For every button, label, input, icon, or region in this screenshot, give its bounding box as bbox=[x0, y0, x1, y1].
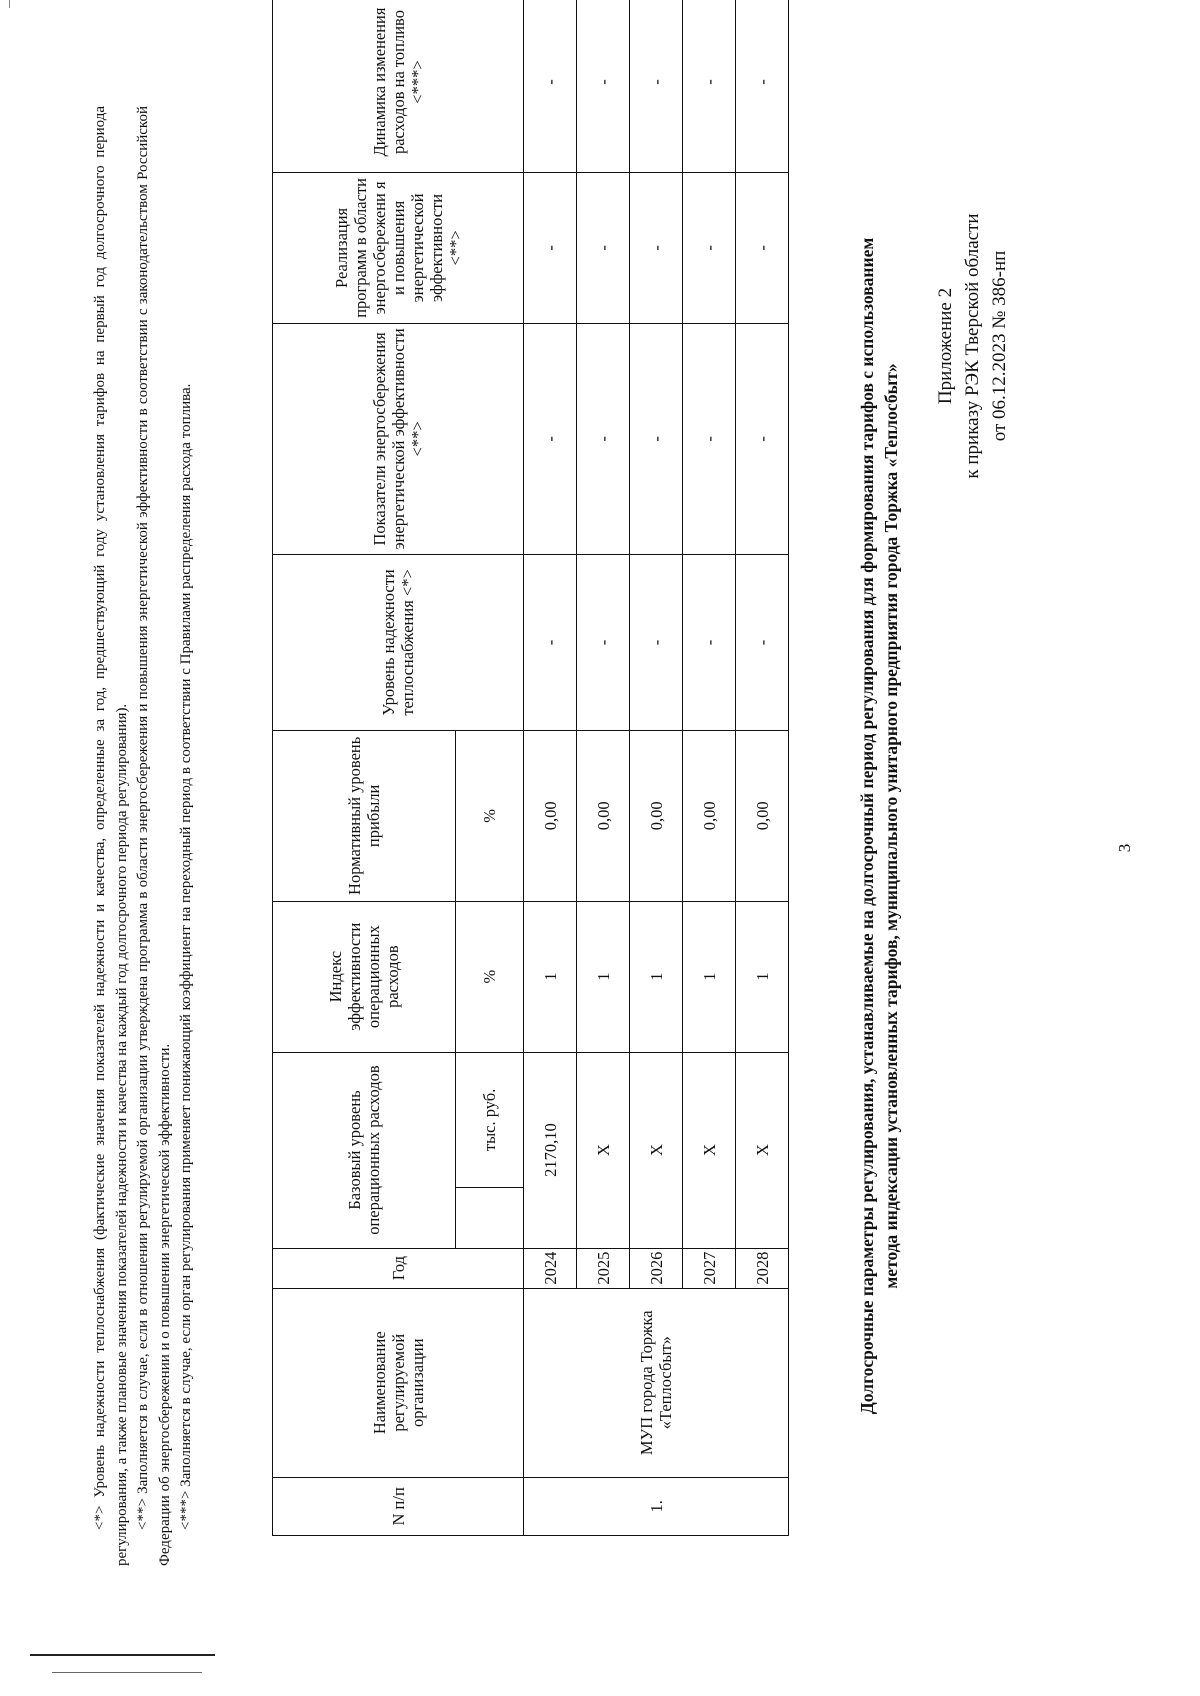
appendix-line: от 06.12.2023 № 386-нп bbox=[989, 250, 1010, 442]
page-number: 3 bbox=[1115, 843, 1134, 853]
header-org: Наименование регулируемой организации bbox=[273, 1288, 524, 1477]
cell-efficiency-index: 1 bbox=[577, 901, 630, 1052]
unit-empty-cell bbox=[456, 1188, 524, 1248]
cell-fuel-dynamics: - bbox=[524, 0, 577, 173]
cell-reliability: - bbox=[736, 554, 789, 730]
cell-profit-level: 0,00 bbox=[683, 730, 736, 901]
header-profit-level: Нормативный уровень прибыли bbox=[273, 730, 456, 901]
cell-reliability: - bbox=[577, 554, 630, 730]
row-number: 1. bbox=[524, 1477, 789, 1535]
cell-fuel-dynamics: - bbox=[630, 0, 683, 173]
cell-profit-level: 0,00 bbox=[524, 730, 577, 901]
title-line: метода индексации установленных тарифов, муниципального унитарного предприятия города Торжка «Теплосбыт» bbox=[881, 363, 901, 1289]
footnote-energy: <**> Заполняется в случае, если в отношении регулируемой организации утверждена программа в области энергосбережения и повышения энергетической эффективности в соответствии с законодательством Российской Федерации об энергосбережении и о повышении энергетической эффективности. bbox=[135, 106, 173, 1566]
cell-efficiency-index: 1 bbox=[683, 901, 736, 1052]
cell-energy-programs: - bbox=[630, 173, 683, 324]
cell-energy-programs: - bbox=[736, 173, 789, 324]
header-num: N п/п bbox=[273, 1477, 524, 1535]
cell-reliability: - bbox=[683, 554, 736, 730]
cell-energy-programs: - bbox=[524, 173, 577, 324]
cell-base-opex: Х bbox=[577, 1052, 630, 1248]
cell-year: 2024 bbox=[524, 1248, 577, 1288]
cell-profit-level: 0,00 bbox=[736, 730, 789, 901]
cell-year: 2025 bbox=[577, 1248, 630, 1288]
cell-energy-programs: - bbox=[683, 173, 736, 324]
title-line: Долгосрочные параметры регулирования, устанавливаемые на долгосрочный период регулирования для формирования тарифов с использованием bbox=[857, 237, 877, 1415]
header-year: Год bbox=[273, 1248, 524, 1288]
cell-fuel-dynamics: - bbox=[577, 0, 630, 173]
cell-profit-level: 0,00 bbox=[577, 730, 630, 901]
cell-base-opex: Х bbox=[736, 1052, 789, 1248]
table-header-row bbox=[273, 0, 456, 1536]
header-energy-indicators: Показатели энергосбережения энергетической эффективности <**> bbox=[273, 323, 524, 554]
footnote-fuel: <***> Заполняется в случае, если орган регулирования применяет понижающий коэффициент на переходный период в соответствии с Правилами распределения расхода топлива. bbox=[178, 383, 194, 1530]
cell-base-opex: 2170,10 bbox=[524, 1052, 577, 1248]
cell-energy-indicators: - bbox=[630, 323, 683, 554]
organization-name: МУП города Торжка «Теплосбыт» bbox=[524, 1288, 789, 1477]
cell-base-opex: Х bbox=[683, 1052, 736, 1248]
cell-energy-programs: - bbox=[577, 173, 630, 324]
appendix-line: к приказу РЭК Тверской области bbox=[962, 213, 983, 479]
document-title bbox=[855, 96, 903, 1556]
unit-base-opex: тыс. руб. bbox=[456, 1052, 524, 1188]
unit-profit-level: % bbox=[456, 730, 524, 901]
cell-reliability: - bbox=[630, 554, 683, 730]
footnote-reliability: <*> Уровень надежности теплоснабжения (фактические значения показателей надежности и качества, определенные за год, предшествующий году установления тарифов на первый год долгосрочного периода регулирования, а также плановые значения показателей надежности и качества на каждый год долгосрочного периода регулирования). bbox=[92, 106, 130, 1566]
cell-profit-level: 0,00 bbox=[630, 730, 683, 901]
unit-efficiency-index: % bbox=[456, 901, 524, 1052]
cell-energy-indicators: - bbox=[577, 323, 630, 554]
header-reliability: Уровень надежности теплоснабжения <*> bbox=[273, 554, 524, 730]
cell-reliability: - bbox=[524, 554, 577, 730]
footnotes bbox=[90, 106, 198, 1566]
cell-year: 2028 bbox=[736, 1248, 789, 1288]
cell-fuel-dynamics: - bbox=[736, 0, 789, 173]
cell-efficiency-index: 1 bbox=[736, 901, 789, 1052]
appendix-header bbox=[932, 156, 1013, 536]
header-efficiency-index: Индекс эффективности операционных расходов bbox=[273, 901, 456, 1052]
cell-fuel-dynamics: - bbox=[683, 0, 736, 173]
cell-year: 2026 bbox=[630, 1248, 683, 1288]
cell-base-opex: Х bbox=[630, 1052, 683, 1248]
parameters-table bbox=[272, 0, 789, 1536]
cell-energy-indicators: - bbox=[736, 323, 789, 554]
table-row bbox=[524, 0, 577, 1536]
appendix-line: Приложение 2 bbox=[935, 287, 956, 405]
header-base-opex: Базовый уровень операционных расходов bbox=[273, 1052, 456, 1248]
cell-efficiency-index: 1 bbox=[524, 901, 577, 1052]
cell-energy-indicators: - bbox=[683, 323, 736, 554]
cell-energy-indicators: - bbox=[524, 323, 577, 554]
header-fuel-dynamics: Динамика изменения расходов на топливо <***> bbox=[273, 0, 524, 173]
cell-year: 2027 bbox=[683, 1248, 736, 1288]
cell-efficiency-index: 1 bbox=[630, 901, 683, 1052]
header-energy-programs: Реализация программ в области энергосбережени я и повышения энергетической эффективности <**> bbox=[273, 173, 524, 324]
